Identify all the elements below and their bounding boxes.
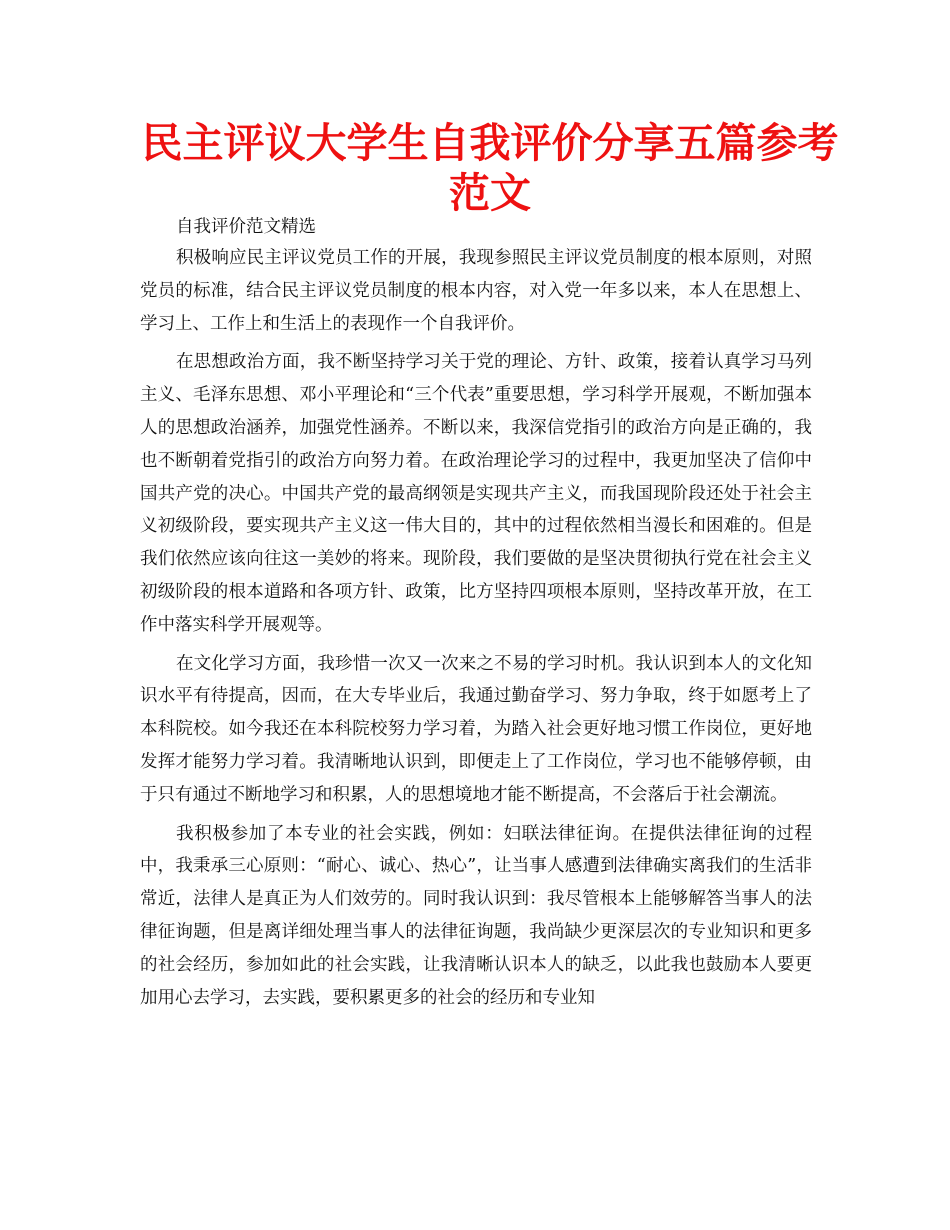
paragraph: 积极响应民主评议党员工作的开展，我现参照民主评议党员制度的根本原则，对照党员的标准，结合民主评议党员制度的根本内容，对入党一年多以来，本人在思想上、学习上、工作上和生活上的表现作一个自我评价。 <box>140 248 812 334</box>
section-heading: 自我评价范文精选 <box>176 217 316 237</box>
paragraph: 在文化学习方面，我珍惜一次又一次来之不易的学习时机。我认识到本人的文化知识水平有待提高，因而，在大专毕业后，我通过勤奋学习、努力争取，终于如愿考上了本科院校。如今我还在本科院校努力学习着，为踏入社会更好地习惯工作岗位，更好地发挥才能努力学习着。我清晰地认识到，即便走上了工作岗位，学习也不能够停顿，由于只有通过不断地学习和积累，人的思想境地才能不断提高，不会落后于社会潮流。 <box>140 653 812 805</box>
paragraph: 在思想政治方面，我不断坚持学习关于党的理论、方针、政策，接着认真学习马列主义、毛泽东思想、邓小平理论和“三个代表”重要思想，学习科学开展观，不断加强本人的思想政治涵养，加强党性涵养。不断以来，我深信党指引的政治方向是正确的，我也不断朝着党指引的政治方向努力着。在政治理论学习的过程中，我更加坚决了信仰中国共产党的决心。中国共产党的最高纲领是实现共产主义，而我国现阶段还处于社会主义初级阶段，要实现共产主义这一伟大目的，其中的过程依然相当漫长和困难的。但是我们依然应该向往这一美妙的将来。现阶段，我们要做的是坚决贯彻执行党在社会主义初级阶段的根本道路和各项方针、政策，比方坚持四项根本原则，坚持改革开放，在工作中落实科学开展观等。 <box>140 352 812 635</box>
document-body <box>140 212 812 1020</box>
paragraph: 我积极参加了本专业的社会实践，例如：妇联法律征询。在提供法律征询的过程中，我秉承三心原则：“耐心、诚心、热心”，让当事人感遭到法律确实离我们的生活非常近，法律人是真正为人们效劳的。同时我认识到：我尽管根本上能够解答当事人的法律征询题，但是离详细处理当事人的法律征询题，我尚缺少更深层次的专业知识和更多的社会经历，参加如此的社会实践，让我清晰认识本人的缺乏，以此我也鼓励本人要更加用心去学习，去实践，要积累更多的社会的经历和专业知 <box>140 823 812 1008</box>
document-title: 民主评议大学生自我评价分享五篇参考范文 <box>141 119 839 217</box>
